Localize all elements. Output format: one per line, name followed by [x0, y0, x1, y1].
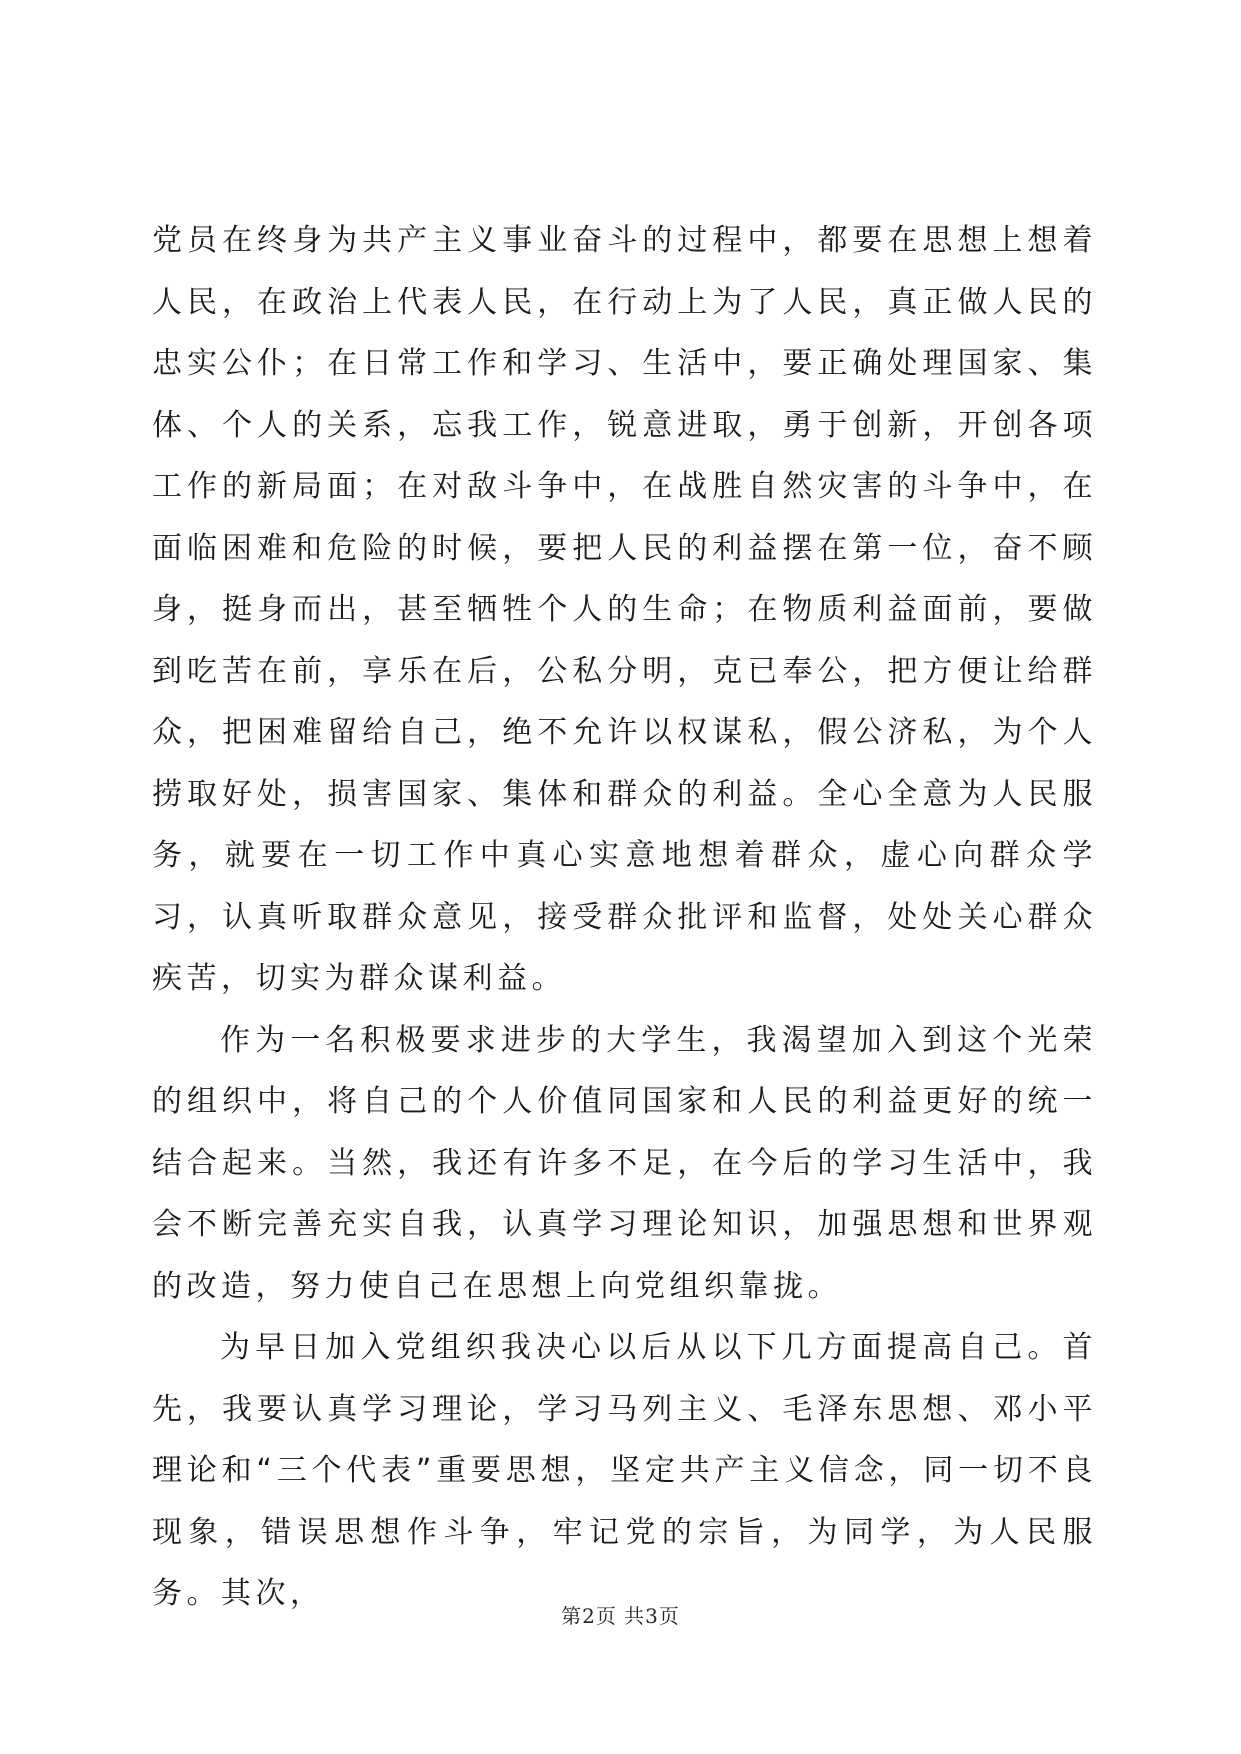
- document-body: [152, 210, 1097, 1625]
- paragraph-1: 党员在终身为共产主义事业奋斗的过程中，都要在思想上想着人民，在政治上代表人民，在行动上为了人民，真正做人民的忠实公仆；在日常工作和学习、生活中，要正确处理国家、集体、个人的关系，忘我工作，锐意进取，勇于创新，开创各项工作的新局面；在对敌斗争中，在战胜自然灾害的斗争中，在面临困难和危险的时候，要把人民的利益摆在第一位，奋不顾身，挺身而出，甚至牺牲个人的生命；在物质利益面前，要做到吃苦在前，享乐在后，公私分明，克已奉公，把方便让给群众，把困难留给自己，绝不允许以权谋私，假公济私，为个人捞取好处，损害国家、集体和群众的利益。全心全意为人民服务，就要在一切工作中真心实意地想着群众，虚心向群众学习，认真听取群众意见，接受群众批评和监督，处处关心群众疾苦，切实为群众谋利益。: [152, 223, 1097, 996]
- page-footer: 第2页 共3页: [561, 1604, 680, 1628]
- paragraph-2: 作为一名积极要求进步的大学生，我渴望加入到这个光荣的组织中，将自己的个人价值同国家和人民的利益更好的统一结合起来。当然，我还有许多不足，在今后的学习生活中，我会不断完善充实自我，认真学习理论知识，加强思想和世界观的改造，努力使自己在思想上向党组织靠拢。: [152, 1022, 1097, 1304]
- paragraph-3: 为早日加入党组织我决心以后从以下几方面提高自己。首先，我要认真学习理论，学习马列主义、毛泽东思想、邓小平理论和“三个代表”重要思想，坚定共产主义信念，同一切不良现象，错误思想作斗争，牢记党的宗旨，为同学，为人民服务。其次，: [152, 1330, 1097, 1611]
